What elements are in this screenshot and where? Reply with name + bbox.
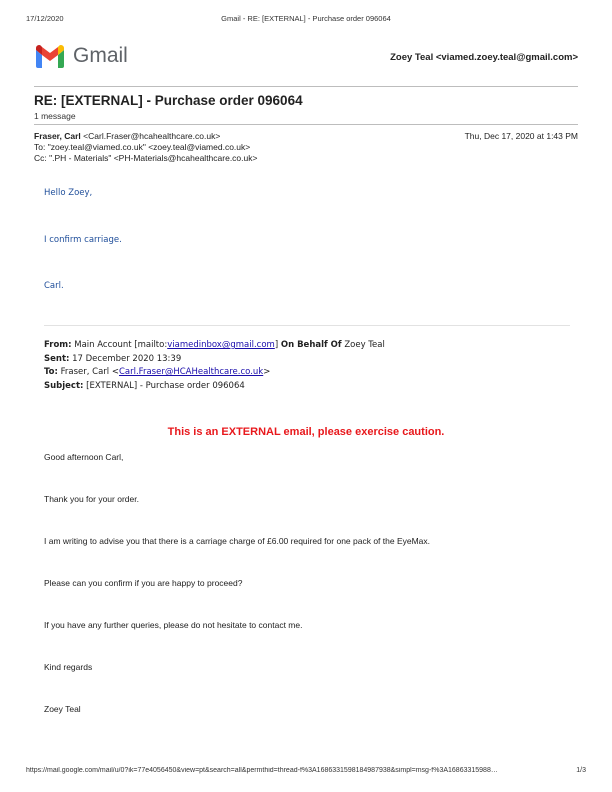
quoted-from-text: Main Account [mailto: <box>74 340 168 350</box>
quoted-behalf-name: Zoey Teal <box>344 340 385 350</box>
quoted-from-link[interactable]: viamedinbox@gmail.com <box>167 340 275 350</box>
quoted-sent-label: Sent: <box>44 354 70 364</box>
print-title: Gmail - RE: [EXTERNAL] - Purchase order 096064 <box>221 14 391 23</box>
quoted-from-label: From: <box>44 340 72 350</box>
print-date: 17/12/2020 <box>26 14 64 23</box>
thread-subject: RE: [EXTERNAL] - Purchase order 096064 <box>34 93 303 108</box>
body-line: Good afternoon Carl, <box>44 452 124 462</box>
quoted-sent-value: 17 December 2020 13:39 <box>72 354 182 364</box>
quoted-behalf-label: On Behalf Of <box>280 340 342 350</box>
body-line: I am writing to advise you that there is a carriage charge of £6.00 required for one pack of the EyeMax. <box>44 536 431 546</box>
reply-line: Carl. <box>44 281 64 291</box>
reply-line: Hello Zoey, <box>44 188 93 198</box>
quoted-to-text: Fraser, Carl < <box>60 367 119 377</box>
quoted-from <box>44 340 385 350</box>
footer-page-number: 1/3 <box>576 767 586 774</box>
quoted-from-close: ] <box>274 340 279 350</box>
gmail-logo-icon <box>34 44 66 68</box>
quoted-to-close: > <box>263 367 271 377</box>
body-line: Thank you for your order. <box>44 494 139 504</box>
external-warning: This is an EXTERNAL email, please exercise caution. <box>167 426 445 438</box>
message-count: 1 message <box>34 111 76 121</box>
body-line: If you have any further queries, please do not hesitate to contact me. <box>44 620 303 630</box>
body-line: Please can you confirm if you are happy to proceed? <box>44 578 243 588</box>
quote-divider <box>44 325 570 326</box>
quoted-to-link[interactable]: Carl.Fraser@HCAHealthcare.co.uk <box>118 367 264 377</box>
message-cc: Cc: ".PH - Materials" <PH-Materials@hcahealthcare.co.uk> <box>34 153 258 163</box>
footer-url: https://mail.google.com/mail/u/0?ik=77e4056450&view=pt&search=all&permthid=thread-f%3A1686331598184987938&simpl=msg-f%3A16863315988… <box>26 767 498 774</box>
account-label: Zoey Teal <viamed.zoey.teal@gmail.com> <box>390 52 578 63</box>
sender-name: Fraser, Carl <box>34 131 81 141</box>
quoted-subject <box>44 381 245 391</box>
quoted-subject-value: [EXTERNAL] - Purchase order 096064 <box>86 381 245 391</box>
body-line: Zoey Teal <box>44 704 81 714</box>
message-to: To: "zoey.teal@viamed.co.uk" <zoey.teal@viamed.co.uk> <box>34 142 251 152</box>
quoted-to <box>44 367 270 377</box>
header-divider <box>34 86 578 87</box>
quoted-subject-label: Subject: <box>44 381 84 391</box>
quoted-to-label: To: <box>44 367 58 377</box>
body-line: Kind regards <box>44 662 93 672</box>
sender-email: <Carl.Fraser@hcahealthcare.co.uk> <box>83 131 221 141</box>
quoted-sent <box>44 354 181 364</box>
reply-line: I confirm carriage. <box>44 235 122 245</box>
message-date: Thu, Dec 17, 2020 at 1:43 PM <box>464 131 578 141</box>
subject-divider <box>34 124 578 125</box>
gmail-logo-text: Gmail <box>73 44 128 67</box>
message-from <box>34 131 220 141</box>
